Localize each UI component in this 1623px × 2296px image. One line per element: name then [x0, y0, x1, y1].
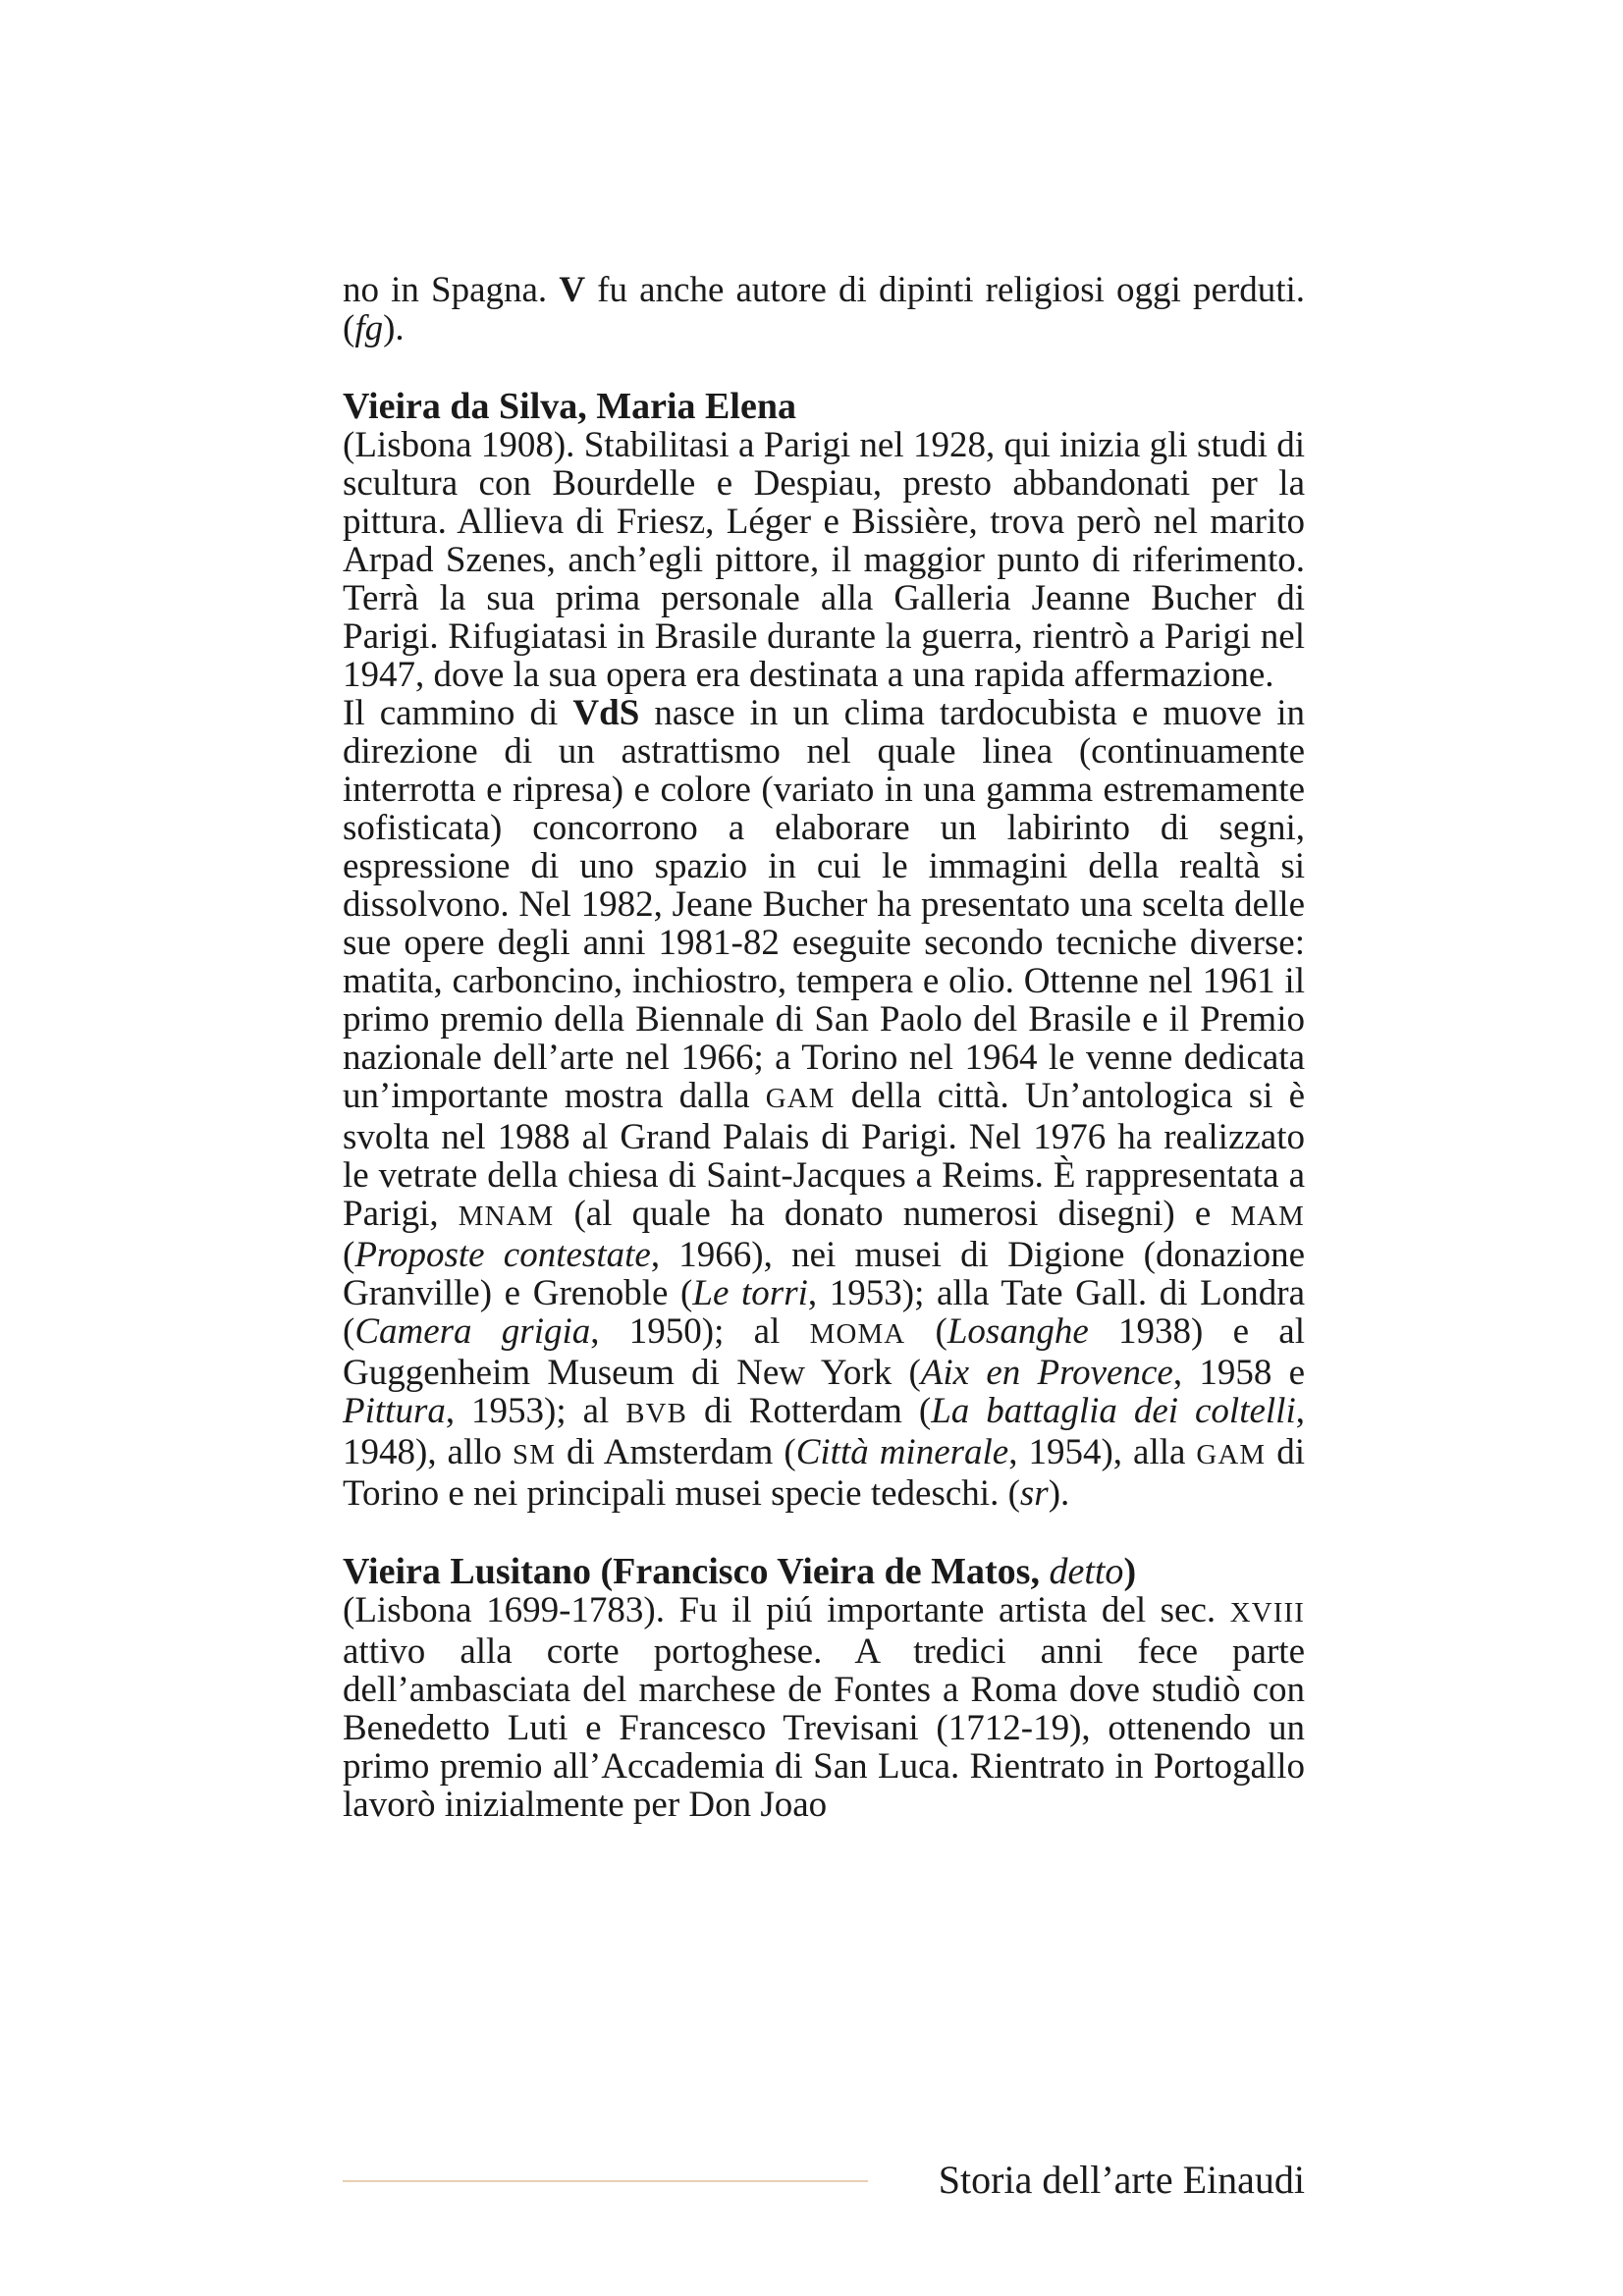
- entry-abbrev: VdS: [572, 693, 640, 733]
- footer-label: Storia dell’arte Einaudi: [938, 2158, 1305, 2202]
- author-initials: fg: [354, 308, 384, 348]
- entry-heading: Vieira Lusitano (Francisco Vieira de Matos, detto): [343, 1551, 1137, 1592]
- century-numeral: XVIII: [1229, 1597, 1305, 1629]
- work-title: Proposte contestate: [354, 1235, 651, 1275]
- intro-text: no in Spagna.: [343, 270, 560, 310]
- entry-heading: Vieira da Silva, Maria Elena: [343, 386, 796, 427]
- museum-acronym: BVB: [625, 1398, 688, 1429]
- work-title: Pittura: [343, 1391, 446, 1431]
- entry-abbrev: V: [559, 270, 586, 310]
- work-title: Aix en Provence: [920, 1353, 1173, 1393]
- work-title: La battaglia dei coltelli: [931, 1391, 1296, 1431]
- author-initials: sr: [1019, 1473, 1049, 1514]
- work-title: Camera grigia: [354, 1311, 591, 1352]
- page-body: [343, 271, 1305, 1824]
- entry-paragraph: (Lisbona 1699-1783). Fu il piú importante artista del sec. XVIII attivo alla corte portoghese. A tredici anni fece parte dell’ambasciata del marchese de Fontes a Roma dove studiò con Benedetto Luti e Francesco Trevisani (1712-19), ottenendo un primo premio all’Accademia di San Luca. Rientrato in Portogallo lavorò inizialmente per Don Joao: [343, 1590, 1305, 1825]
- museum-acronym: GAM: [765, 1083, 836, 1114]
- work-title: Losanghe: [947, 1311, 1089, 1352]
- museum-acronym: MAM: [1230, 1201, 1305, 1232]
- intro-paragraph: [343, 271, 1305, 347]
- intro-text: ).: [383, 308, 405, 348]
- page-footer: [343, 2156, 1305, 2205]
- museum-acronym: GAM: [1196, 1439, 1267, 1470]
- intro-text: fu anche autore di dipinti religiosi oggi perduti. (: [343, 270, 1306, 348]
- entry-paragraph: (Lisbona 1908). Stabilitasi a Parigi nel 1928, qui inizia gli studi di scultura con Bourdelle e Despiau, presto abbandonati per la pittura. Allieva di Friesz, Léger e Bissière, trova però nel marito Arpad Szenes, anch’egli pittore, il maggior punto di riferimento. Terrà la sua prima personale alla Galleria Jeanne Bucher di Parigi. Rifugiatasi in Brasile durante la guerra, rientrò a Parigi nel 1947, dove la sua opera era destinata a una rapida affermazione.: [343, 425, 1305, 695]
- museum-acronym: MOMA: [809, 1318, 906, 1350]
- footer-rule: [343, 2180, 868, 2182]
- museum-acronym: MNAM: [458, 1201, 555, 1232]
- museum-acronym: SM: [513, 1439, 557, 1470]
- work-title: Città minerale: [795, 1432, 1009, 1472]
- entry-paragraph: Il cammino di VdS nasce in un clima tardocubista e muove in direzione di un astrattismo nel quale linea (continuamente interrotta e ripresa) e colore (variato in una gamma estremamente sofisticata) concorrono a elaborare un labirinto di segni, espressione di uno spazio in cui le immagini della realtà si dissolvono. Nel 1982, Jeane Bucher ha presentato una scelta delle sue opere degli anni 1981-82 eseguite secondo tecniche diverse: matita, carboncino, inchiostro, tempera e olio. Ottenne nel 1961 il primo premio della Biennale di San Paolo del Brasile e il Premio nazionale dell’arte nel 1966; a Torino nel 1964 le venne dedicata un’importante mostra dalla GAM della città. Un’antologica si è svolta nel 1988 al Grand Palais di Parigi. Nel 1976 ha realizzato le vetrate della chiesa di Saint-Jacques a Reims. È rappresentata a Parigi, MNAM (al quale ha donato numerosi disegni) e MAM (Proposte contestate, 1966), nei musei di Digione (donazione Granville) e Grenoble (Le torri, 1953); alla Tate Gall. di Londra (Camera grigia, 1950); al MOMA (Losanghe 1938) e al Guggenheim Museum di New York (Aix en Provence, 1958 e Pittura, 1953); al BVB di Rotterdam (La battaglia dei coltelli, 1948), allo SM di Amsterdam (Città minerale, 1954), alla GAM di Torino e nei principali musei specie tedeschi. (sr).: [343, 693, 1306, 1514]
- work-title: Le torri: [692, 1273, 808, 1313]
